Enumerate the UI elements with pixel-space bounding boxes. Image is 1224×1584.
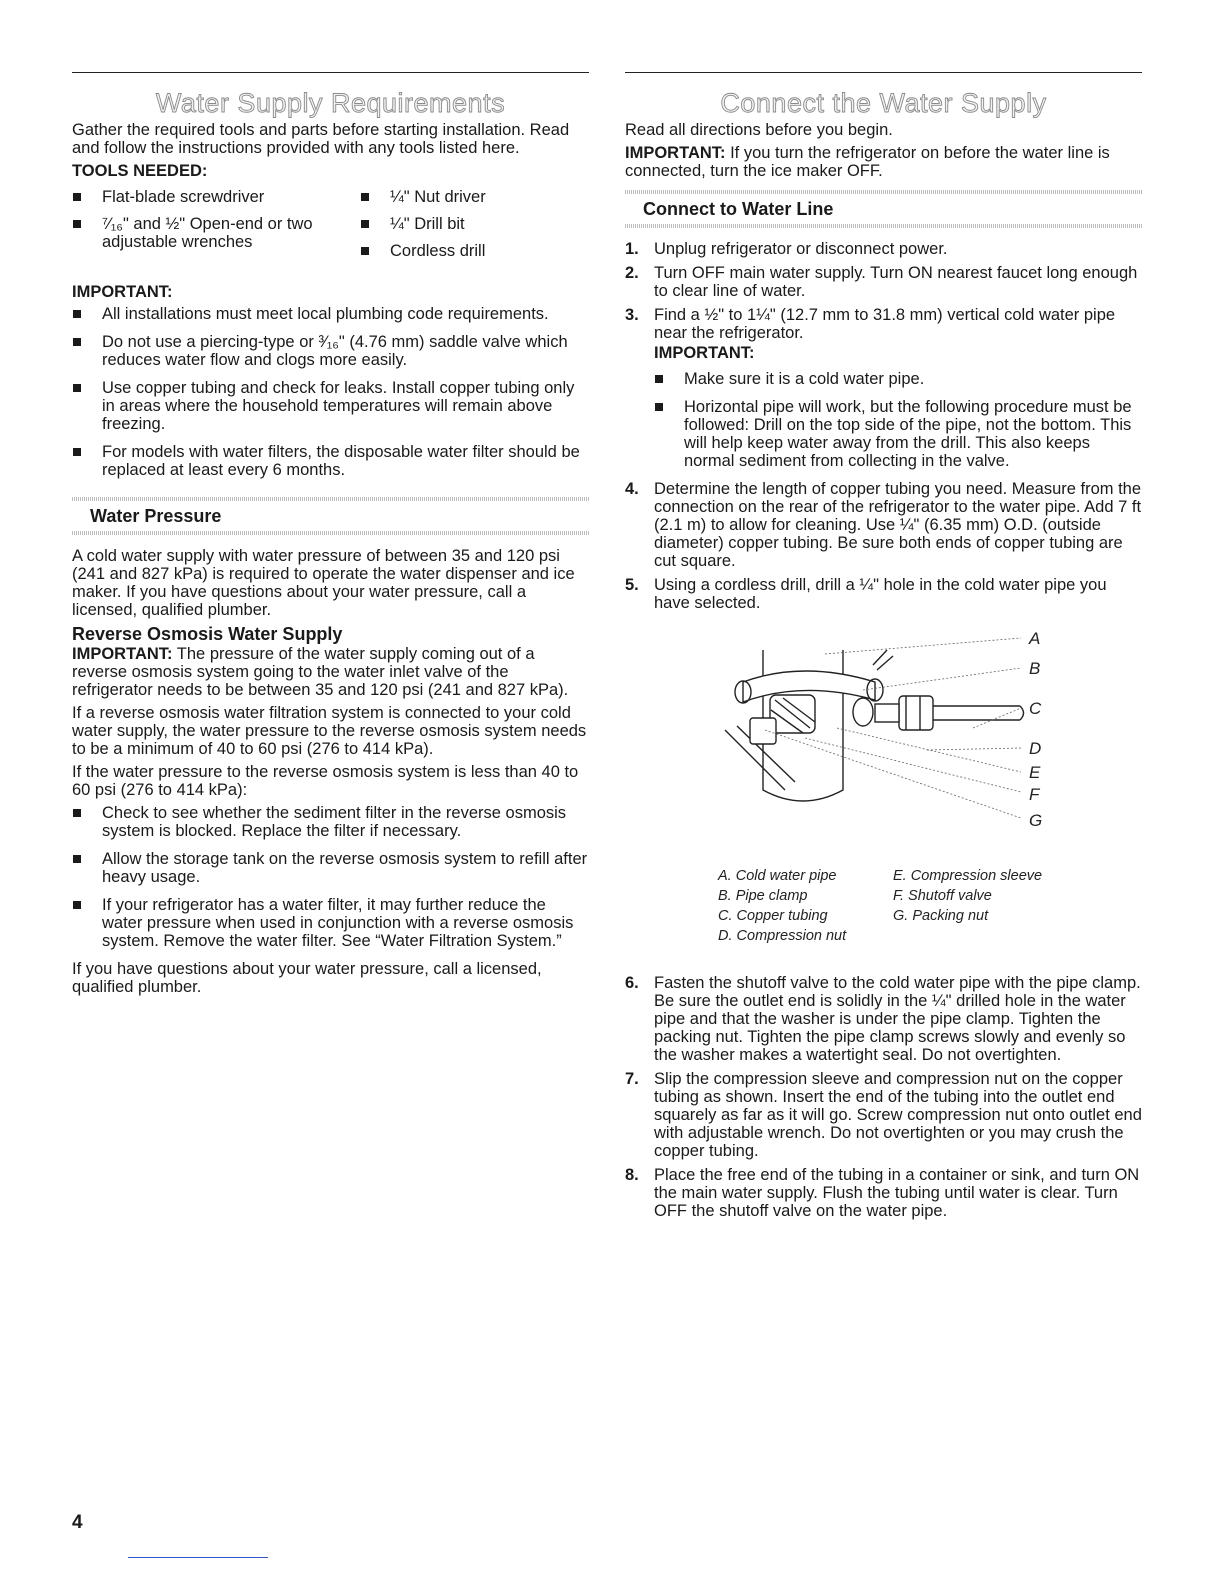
compression-sleeve [875, 704, 899, 722]
page-number: 4 [72, 1512, 83, 1533]
connect-water-line-subheading-bar [625, 190, 1142, 228]
footer-line [128, 1557, 268, 1558]
step3-important-label: IMPORTANT: [654, 344, 755, 362]
right-column [625, 72, 1142, 1226]
step-item: 4. Determine the length of copper tubing you need. Measure from the connection on the rear of the refrigerator to the water pipe. Add 7 ft (2.1 m) to allow for cleaning. Use ¼" (6.35 mm) O.D. (outside diameter) copper tubing. Be sure both ends of copper tubing are cut square. [625, 480, 1142, 570]
steps-list [625, 240, 1142, 612]
ro-item: Check to see whether the sediment filter in the reverse osmosis system is blocked. Replace the filter if necessary. [72, 804, 589, 840]
water-pressure-heading: Water Pressure [90, 506, 222, 526]
caption-item: C. Copper tubing [718, 908, 828, 924]
intro-paragraph: Gather the required tools and parts before starting installation. Read and follow the instructions provided with any tools listed here. [72, 121, 570, 157]
diagram-letter: A [1029, 629, 1041, 648]
caption-item: A. Cold water pipe [718, 868, 837, 884]
important-label: IMPORTANT: [625, 144, 726, 162]
ro-paragraph: If a reverse osmosis water filtration system is connected to your cold water supply, the water pressure to the reverse osmosis system needs to be a minimum of 40 to 60 psi (276 to 414 kPa). [72, 704, 587, 758]
tools-needed-heading: TOOLS NEEDED: [72, 162, 208, 180]
caption-item: F. Shutoff valve [893, 888, 992, 904]
compression-nut [899, 696, 933, 730]
important-paragraph [625, 144, 1142, 180]
section-rule [625, 72, 1142, 73]
tool-item: Cordless drill [360, 242, 589, 260]
caption-item: B. Pipe clamp [718, 888, 808, 904]
ro-important-text: The pressure of the water supply coming out of a reverse osmosis system going to the water inlet valve of the refrigerator needs to be between 35 and 120 psi (241 and 827 kPa). [72, 645, 569, 699]
important-item: Do not use a piercing-type or ³⁄₁₆" (4.76 mm) saddle valve which reduces water flow and clogs more easily. [72, 333, 589, 369]
step-item: 3. Find a ½" to 1¼" (12.7 mm to 31.8 mm) vertical cold water pipe near the refrigerator. IMPORTANT: Make sure it is a cold water pipe. Horizontal pipe will work, but the following procedure must be followed: Drill on the top side of the pipe, not the bottom. This will help keep water away from the drill. This also keeps normal sediment from collecting in the valve. [625, 306, 1142, 470]
closing-paragraph: If you have questions about your water pressure, call a licensed, qualified plumber. [72, 960, 542, 996]
important-heading: IMPORTANT: [72, 283, 173, 301]
copper-tubing [933, 706, 1020, 720]
intro-paragraph: Read all directions before you begin. [625, 121, 893, 139]
tool-item: ¼" Nut driver [360, 188, 589, 206]
ro-important-paragraph [72, 645, 589, 699]
tool-item: ¼" Drill bit [360, 215, 589, 233]
step3-item: Horizontal pipe will work, but the following procedure must be followed: Drill on the top side of the pipe, not the bottom. This will help keep water away from the drill. This also keeps normal sediment from collecting in the valve. [654, 398, 1142, 470]
step-item: 1. Unplug refrigerator or disconnect power. [625, 240, 948, 258]
shutoff-valve-diagram [625, 620, 1142, 970]
diagram-captions [718, 866, 1078, 946]
step-item: 6. Fasten the shutoff valve to the cold water pipe with the pipe clamp. Be sure the outlet end is solidly in the ¼" drilled hole in the water pipe and that the washer is under the pipe clamp. Tighten the packing nut. Tighten the pipe clamp screws slowly and evenly so the washer makes a watertight seal. Do not overtighten. [625, 974, 1141, 1064]
step-item: 7. Slip the compression sleeve and compression nut on the copper tubing as shown. Insert the end of the tubing into the outlet end squarely as far as it will go. Screw compression nut onto outlet end with adjustable wrench. Do not overtighten or you may crush the copper tubing. [625, 1070, 1142, 1160]
step-item: 5. Using a cordless drill, drill a ¼" hole in the cold water pipe you have selected. [625, 576, 1107, 612]
important-text: If you turn the refrigerator on before the water line is connected, turn the ice maker OFF. [625, 144, 1110, 180]
diagram-letter: F [1029, 785, 1040, 804]
diagram-letter: G [1029, 811, 1043, 830]
section-title-water-supply-requirements: Water Supply Requirements [155, 88, 506, 118]
important-item: Use copper tubing and check for leaks. Install copper tubing only in areas where the household temperatures will remain above freezing. [72, 379, 589, 433]
ro-item: Allow the storage tank on the reverse osmosis system to refill after heavy usage. [72, 850, 589, 886]
connect-water-line-heading: Connect to Water Line [643, 199, 834, 219]
section-title-connect-water-supply: Connect the Water Supply [720, 88, 1047, 118]
water-pressure-subheading-bar [72, 497, 589, 535]
tool-item: ⁷⁄₁₆" and ½" Open-end or two adjustable wrenches [72, 215, 360, 251]
ro-item: If your refrigerator has a water filter, it may further reduce the water pressure when used in conjunction with a reverse osmosis system. Remove the water filter. See “Water Filtration System.” [72, 896, 589, 950]
tool-item: Flat-blade screwdriver [72, 188, 360, 206]
step-item: 2. Turn OFF main water supply. Turn ON nearest faucet long enough to clear line of water. [625, 264, 1138, 300]
step-item: 8. Place the free end of the tubing in a container or sink, and turn ON the main water supply. Flush the tubing until water is clear. Turn OFF the shutoff valve on the water pipe. [625, 1166, 1140, 1220]
packing-nut [750, 718, 776, 744]
diagram-letter: B [1029, 659, 1041, 678]
caption-item: D. Compression nut [718, 928, 847, 944]
ro-paragraph: If the water pressure to the reverse osmosis system is less than 40 to 60 psi (276 to 414 kPa): [72, 763, 579, 799]
left-column [72, 72, 589, 1001]
caption-item: E. Compression sleeve [893, 868, 1043, 884]
diagram-letter: D [1029, 739, 1042, 758]
diagram-letter: E [1029, 763, 1041, 782]
important-item: All installations must meet local plumbing code requirements. [72, 305, 589, 323]
outlet-end [853, 698, 873, 726]
caption-item: G. Packing nut [893, 908, 989, 924]
diagram-letter: C [1029, 699, 1042, 718]
step3-item: Make sure it is a cold water pipe. [654, 370, 1142, 388]
reverse-osmosis-heading: Reverse Osmosis Water Supply [72, 624, 343, 644]
valve-illustration [625, 620, 1142, 860]
important-item: For models with water filters, the disposable water filter should be replaced at least every 6 months. [72, 443, 589, 479]
section-rule [72, 72, 589, 73]
steps-list-continued [625, 974, 1142, 1220]
ro-important-label: IMPORTANT: [72, 645, 173, 663]
tools-list [72, 188, 589, 269]
water-pressure-paragraph: A cold water supply with water pressure of between 35 and 120 psi (241 and 827 kPa) is required to operate the water dispenser and ice maker. If you have questions about your water pressure, call a licensed, qualified plumber. [72, 547, 575, 619]
